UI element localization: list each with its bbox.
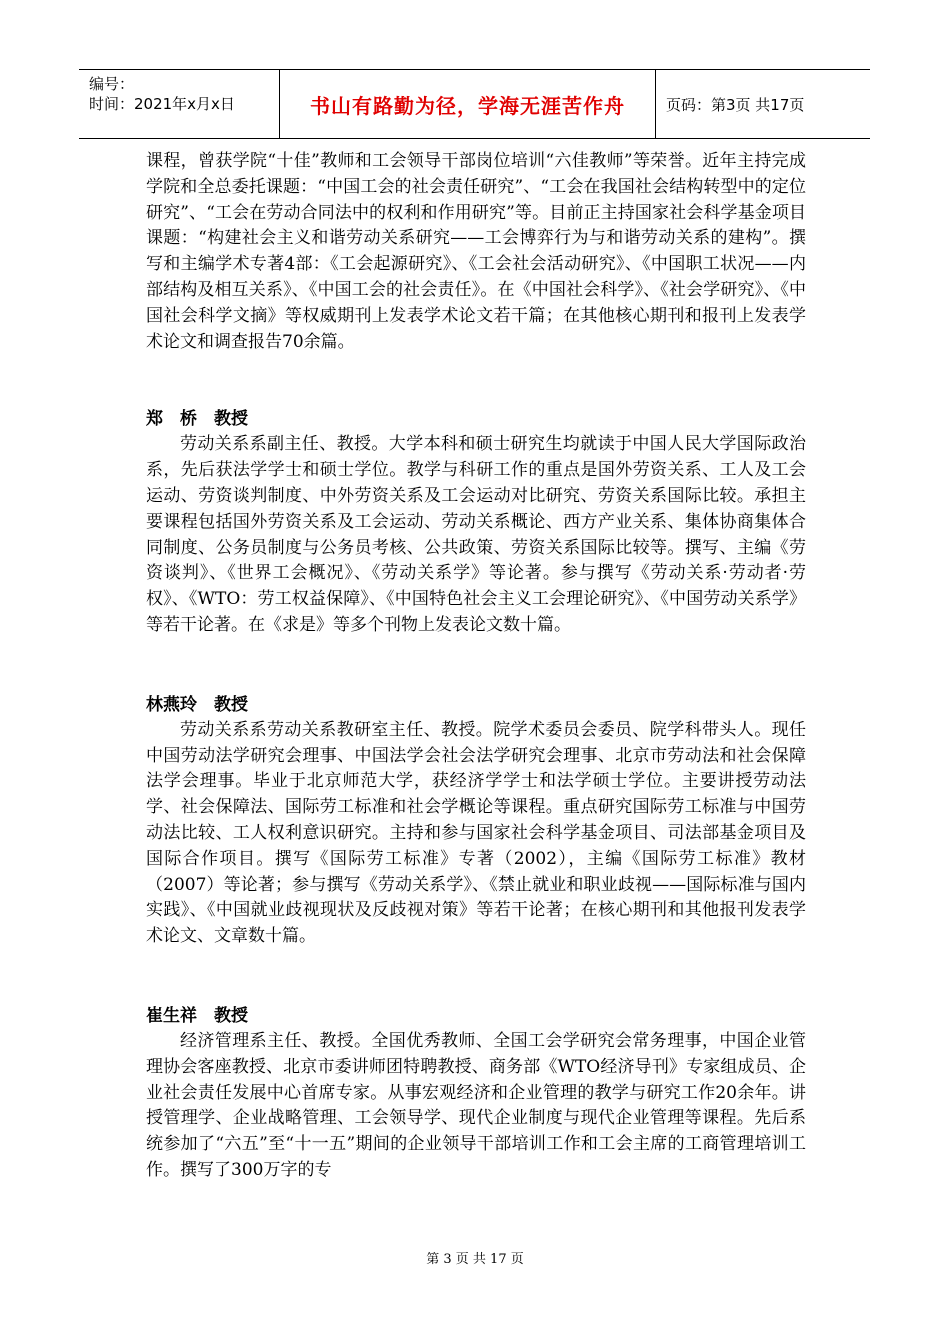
section-0-text: 课程，曾获学院“十佳”教师和工会领导干部岗位培训“六佳教师”等荣誉。近年主持完成学院和全总委托课题：“中国工会的社会责任研究”、“工会在我国社会结构转型中的定位研究”、“工会在劳动合同法中的权利和作用研究”等。目前正主持国家社会科学基金项目课题：“构建社会主义和谐劳动关系研究——工会博弈行为与和谐劳动关系的建构”。撰写和主编学术专著4部：《工会起源研究》、《工会社会活动研究》、《中国职工状况——内部结构及相互关系》、《中国工会的社会责任》。在《中国社会科学》、《社会学研究》、《中国社会科学文摘》等权威期刊上发表学术论文若干篇；在其他核心期刊和报刊上发表学术论文和调查报告70余篇。 [146, 151, 806, 352]
section-1-name: 郑 桥 教授 [146, 409, 248, 430]
section-2-text: 劳动关系系劳动关系教研室主任、教授。院学术委员会委员、院学科带头人。现任中国劳动法学研究会理事、中国法学会社会法学研究会理事、北京市劳动法和社会保障法学会理事。毕业于北京师范大学，获经济学学士和法学硕士学位。主要讲授劳动法学、社会保障法、国际劳工标准和社会学概论等课程。重点研究国际劳工标准与中国劳动法比较、工人权利意识研究。主持和参与国家社会科学基金项目、司法部基金项目及国际合作项目。撰写《国际劳工标准》专著（2002），主编《国际劳工标准》教材（2007）等论著；参与撰写《劳动关系学》、《禁止就业和职业歧视——国际标准与国内实践》、《中国就业歧视现状及反歧视对策》等若干论著；在核心期刊和其他报刊发表学术论文、文章数十篇。 [146, 719, 806, 947]
number-label: 编号： [89, 75, 135, 93]
header-motto: 书山有路勤为径，学海无涯苦作舟 [280, 70, 656, 138]
document-body [146, 149, 806, 1184]
header-page-info: 页码：第3页 共17页 [666, 95, 805, 114]
section-2-name: 林燕玲 教授 [146, 694, 248, 715]
time-label: 时间：2021年x月x日 [89, 95, 235, 113]
page-footer: 第 3 页 共 17 页 [426, 1252, 524, 1267]
section-3-name: 崔生祥 教授 [146, 1005, 248, 1026]
section-1-text: 劳动关系系副主任、教授。大学本科和硕士研究生均就读于中国人民大学国际政治系，先后获法学学士和硕士学位。教学与科研工作的重点是国外劳资关系、工人及工会运动、劳资谈判制度、中外劳资关系及工会运动对比研究、劳资关系国际比较。承担主要课程包括国外劳资关系及工会运动、劳动关系概论、西方产业关系、集体协商集体合同制度、公务员制度与公务员考核、公共政策、劳资关系国际比较等。撰写、主编《劳资谈判》、《世界工会概况》、《劳动关系学》等论著。参与撰写《劳动关系·劳动者·劳权》、《WTO：劳工权益保障》、《中国特色社会主义工会理论研究》、《中国劳动关系学》等若干论著。在《求是》等多个刊物上发表论文数十篇。 [146, 434, 806, 635]
section-3-text: 经济管理系主任、教授。全国优秀教师、全国工会学研究会常务理事，中国企业管理协会客座教授、北京市委讲师团特聘教授、商务部《WTO经济导刊》专家组成员、企业社会责任发展中心首席专家。从事宏观经济和企业管理的教学与研究工作20余年。讲授管理学、企业战略管理、工会领导学、现代企业制度与现代企业管理等课程。先后系统参加了“六五”至“十一五”期间的企业领导干部培训工作和工会主席的工商管理培训工作。撰写了300万字的专 [146, 1030, 806, 1180]
page-header [79, 69, 870, 139]
header-meta [79, 70, 280, 138]
